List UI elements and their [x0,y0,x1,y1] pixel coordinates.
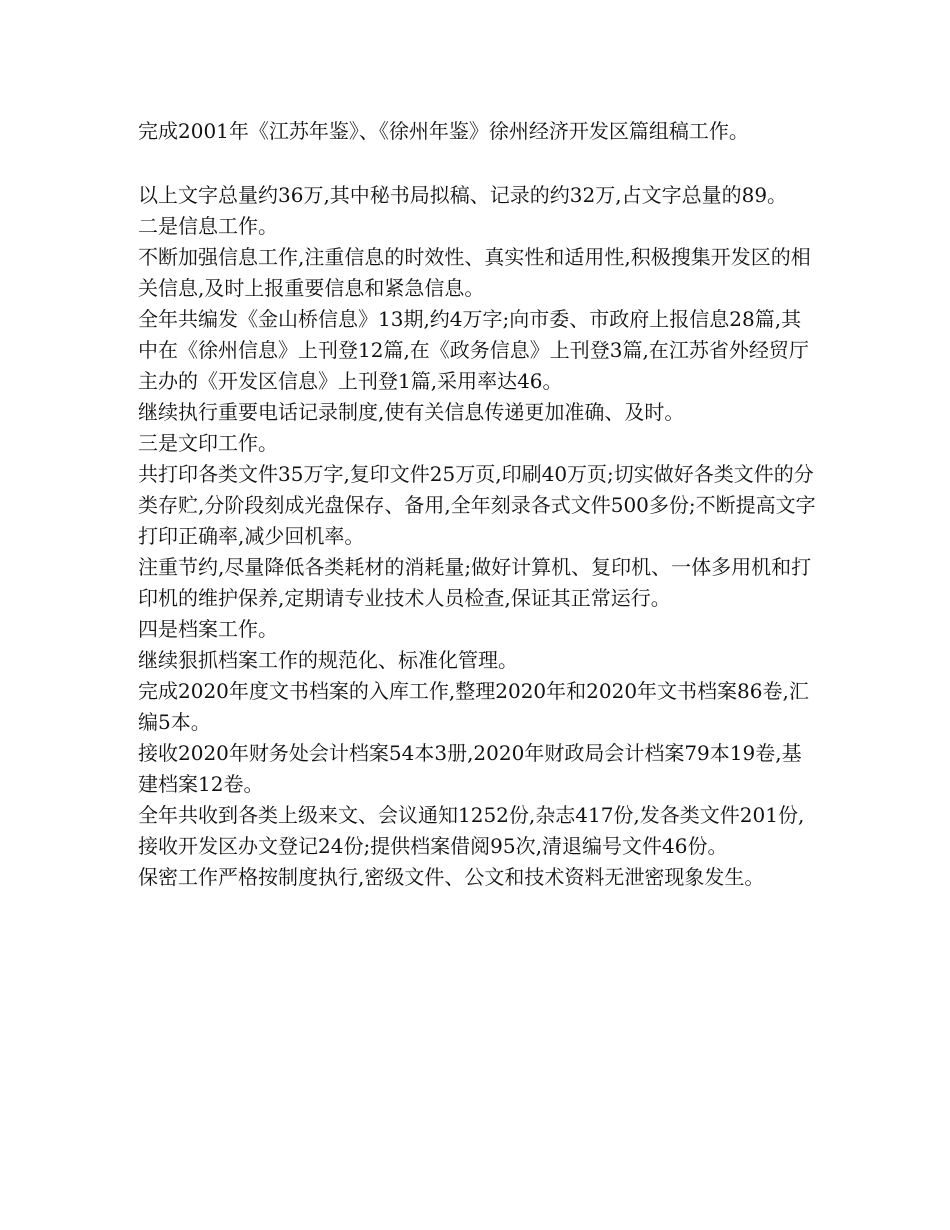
paragraph-archives-filing: 完成2020年度文书档案的入库工作,整理2020年和2020年文书档案86卷,汇编5本。 [138,679,809,734]
section-heading-printing: 三是文印工作。 [138,431,278,455]
paragraph-archives-documents: 全年共收到各类上级来文、会议通知1252份,杂志417份,发各类文件201份,接收开发区办文登记24份;提供档案借阅95次,清退编号文件46份。 [138,803,805,858]
paragraph-word-count: 以上文字总量约36万,其中秘书局拟稿、记录的约32万,占文字总量的89。 [138,183,788,207]
paragraph-information-stats: 全年共编发《金山桥信息》13期,约4万字;向市委、市政府上报信息28篇,其中在《徐州信息》上刊登12篇,在《政务信息》上刊登3篇,在江苏省外经贸厅主办的《开发区信息》上刊登1篇,采用率达46。 [138,307,809,393]
paragraph-phone-records: 继续执行重要电话记录制度,使有关信息传递更加准确、及时。 [138,400,685,424]
paragraph-yearbook: 完成2001年《江苏年鉴》、《徐州年鉴》徐州经济开发区篇组稿工作。 [138,119,749,143]
paragraph-archives-management: 继续狠抓档案工作的规范化、标准化管理。 [138,648,518,672]
paragraph-printing-savings: 注重节约,尽量降低各类耗材的消耗量;做好计算机、复印机、一体多用机和打印机的维护保养,定期请专业技术人员检查,保证其正常运行。 [138,555,812,610]
section-heading-archives: 四是档案工作。 [138,617,278,641]
document-body [138,116,818,893]
paragraph-archives-accounting: 接收2020年财务处会计档案54本3册,2020年财政局会计档案79本19卷,基建档案12卷。 [138,741,802,796]
paragraph-printing-stats: 共打印各类文件35万字,复印文件25万页,印刷40万页;切实做好各类文件的分类存贮,分阶段刻成光盘保存、备用,全年刻录各式文件500多份;不断提高文字打印正确率,减少回机率。 [138,462,816,548]
paragraph-information-work: 不断加强信息工作,注重信息的时效性、真实性和适用性,积极搜集开发区的相关信息,及时上报重要信息和紧急信息。 [138,245,811,300]
paragraph-confidentiality: 保密工作严格按制度执行,密级文件、公文和技术资料无泄密现象发生。 [138,865,765,889]
section-heading-information: 二是信息工作。 [138,214,278,238]
